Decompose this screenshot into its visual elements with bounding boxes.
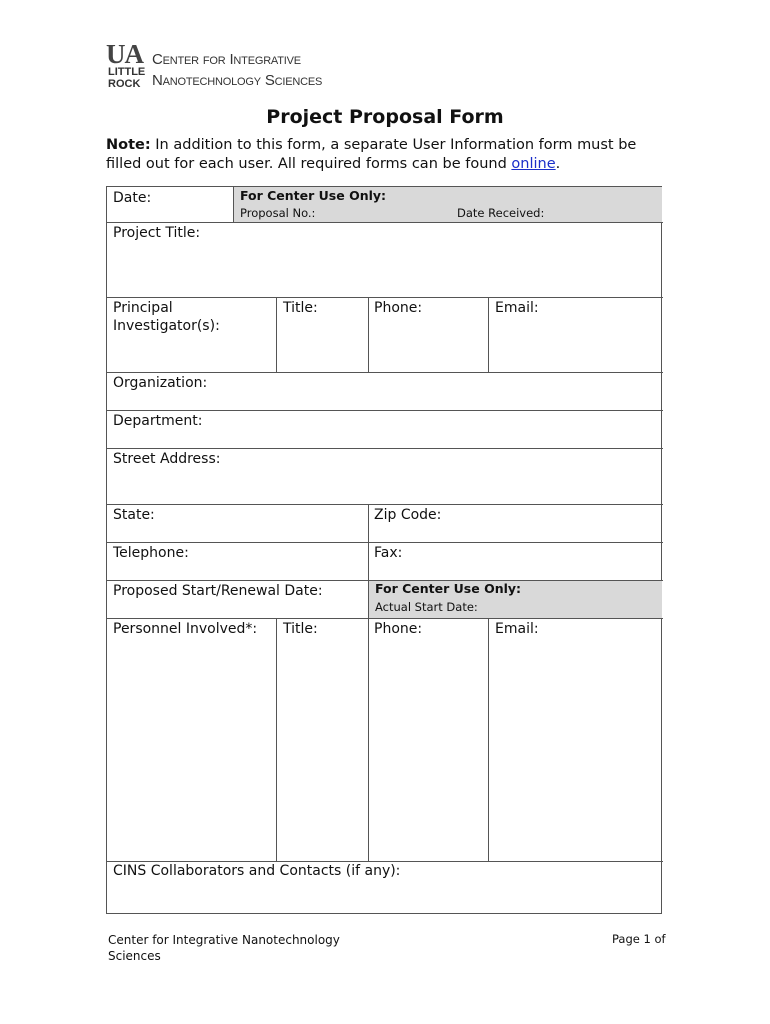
online-link[interactable]: online — [511, 156, 556, 172]
zip-code-label: Zip Code: — [374, 507, 442, 523]
fax-label: Fax: — [374, 545, 403, 561]
personnel-title-label: Title: — [283, 621, 318, 637]
proposed-start-date-label: Proposed Start/Renewal Date: — [113, 583, 323, 599]
note-label: Note: — [106, 137, 151, 153]
center-use-label-2: For Center Use Only: — [375, 581, 522, 596]
organization-label: Organization: — [113, 375, 208, 391]
street-address-label: Street Address: — [113, 451, 221, 467]
logo-text-line2: Nanotechnology Sciences — [152, 72, 323, 89]
logo-text-line1: Center for Integrative — [152, 51, 301, 68]
pi-label-line2: Investigator(s): — [113, 318, 220, 334]
note-paragraph — [106, 136, 676, 174]
pi-phone-label: Phone: — [374, 300, 423, 316]
logo-ua-mark: UA — [106, 39, 143, 69]
telephone-label: Telephone: — [113, 545, 189, 561]
center-use-label-1: For Center Use Only: — [240, 188, 387, 203]
page-number: Page 1 of — [612, 932, 666, 946]
proposal-form-table — [106, 186, 662, 914]
pi-email-label: Email: — [495, 300, 539, 316]
personnel-label: Personnel Involved*: — [113, 621, 258, 637]
pi-label-line1: Principal — [113, 300, 173, 316]
collaborators-label: CINS Collaborators and Contacts (if any): — [113, 863, 401, 879]
project-title-label: Project Title: — [113, 225, 201, 241]
actual-start-date-label: Actual Start Date: — [375, 600, 478, 614]
state-label: State: — [113, 507, 155, 523]
date-received-label: Date Received: — [457, 206, 545, 220]
logo-little: LITTLE — [108, 66, 146, 78]
page-title: Project Proposal Form — [266, 106, 504, 128]
date-label: Date: — [113, 190, 152, 206]
department-label: Department: — [113, 413, 203, 429]
personnel-phone-label: Phone: — [374, 621, 423, 637]
footer-org-name: Center for Integrative Nanotechnology Sciences — [108, 933, 340, 963]
logo-rock: ROCK — [108, 78, 141, 90]
note-end: . — [555, 156, 561, 172]
note-text: In addition to this form, a separate User Information form must be filled out for each user. All required forms can be found — [106, 137, 637, 172]
pi-title-label: Title: — [283, 300, 318, 316]
personnel-email-label: Email: — [495, 621, 539, 637]
proposal-no-label: Proposal No.: — [240, 206, 316, 220]
